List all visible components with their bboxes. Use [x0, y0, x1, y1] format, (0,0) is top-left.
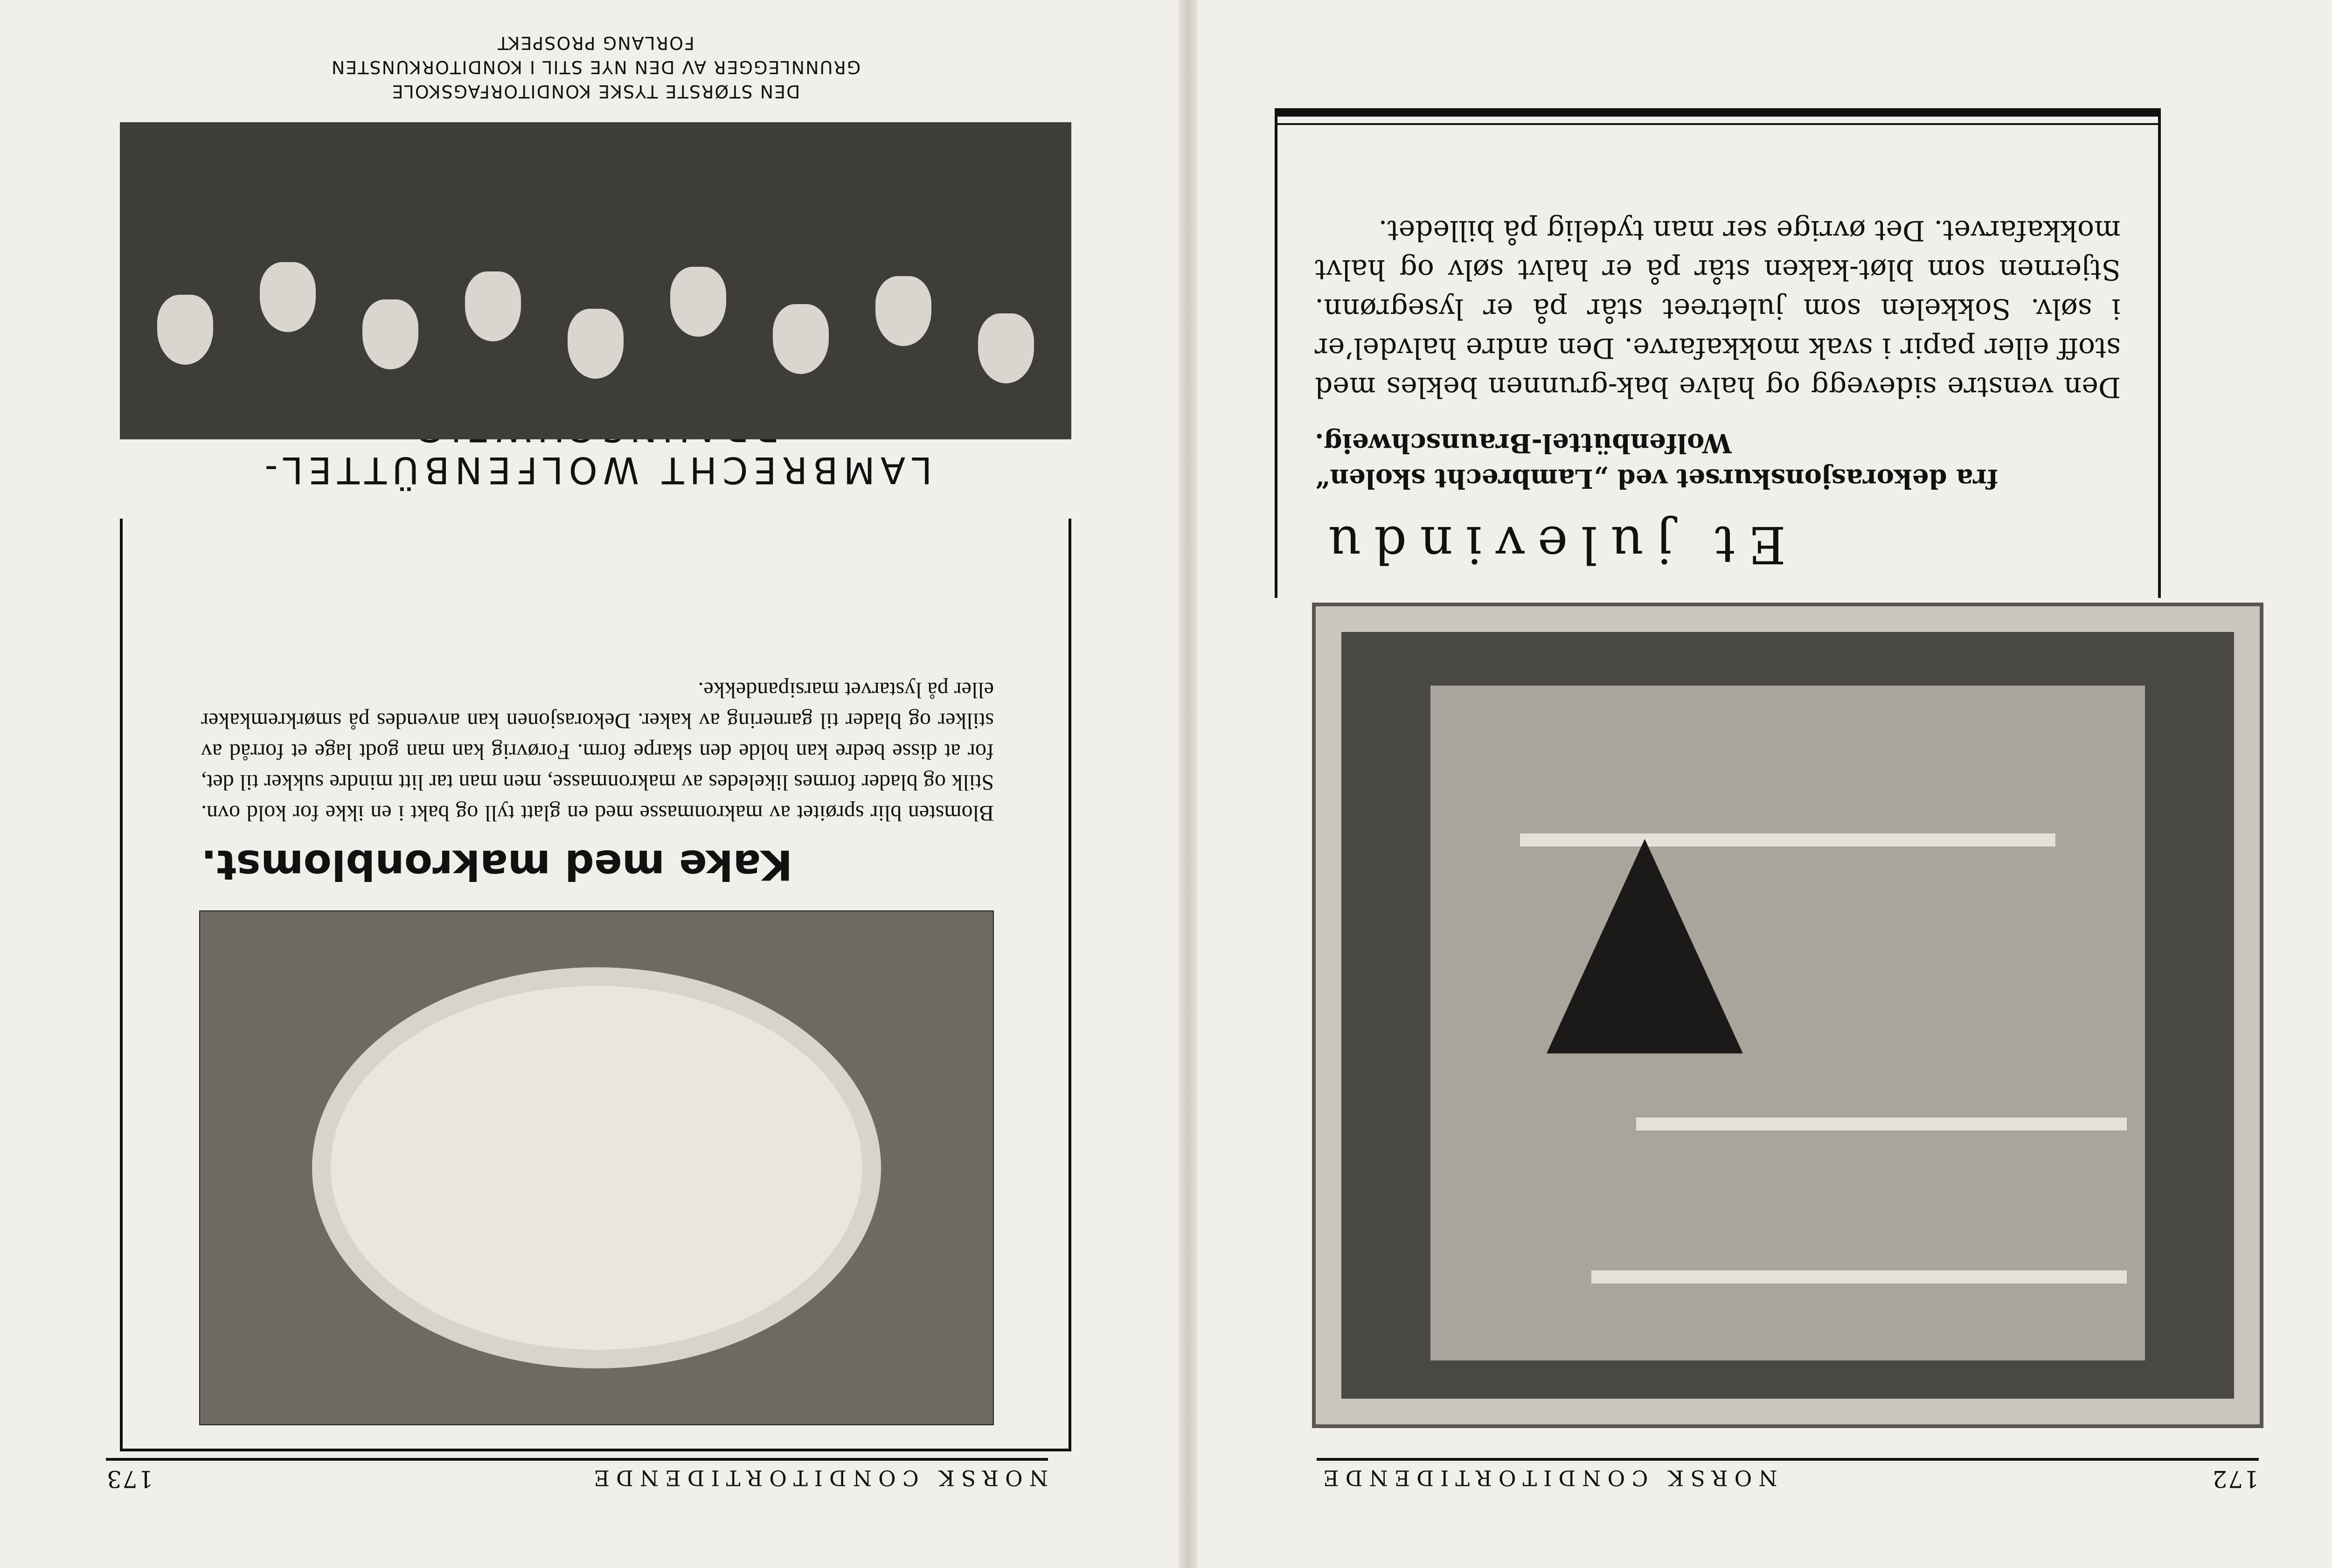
page-number: 172	[2211, 1465, 2259, 1492]
student-figure	[978, 313, 1034, 383]
page-173	[13, 0, 1179, 1568]
student-figure	[465, 271, 521, 341]
page-number: 173	[106, 1465, 153, 1492]
school-caption	[120, 31, 1071, 104]
article-text	[1277, 211, 2158, 598]
page-172	[1209, 0, 2332, 1568]
caption-line: FORLANG PROSPEKT	[497, 33, 694, 53]
school-name: LAMBRECHT WOLFENBÜTTEL-	[259, 449, 932, 491]
student-figure	[157, 295, 213, 365]
student-figure	[260, 262, 316, 332]
article-text-box	[1275, 108, 2161, 598]
caption-line: GRUNNLEGGER AV DEN NYE STIL I KONDITORKUNSTEN	[330, 57, 861, 77]
page-gutter	[1179, 0, 1197, 1568]
page-header	[106, 1458, 1048, 1498]
cake-plate	[312, 967, 881, 1368]
cake-photo	[199, 910, 994, 1425]
shelf	[1591, 1270, 2127, 1284]
cake-title: Kake med makronblomst.	[201, 841, 793, 889]
student-figure	[875, 276, 931, 346]
article-title: Et julevindu	[1315, 515, 1786, 575]
caption-line: DEN STØRSTE TYSKE KONDITORFAGSKOLE	[391, 81, 800, 102]
cake-text: Blomsten blir sprøitet av makronmasse med en glatt tyll og bakt i en ikke for kold ovn. Stilk og blader formes likeledes av makronmasse, men man tar litt mindre sukker til det, for at disse bedre kan holde den skarpe form. Forøvrig kan man godt lage et forråd av stilker og blader til garnering av kaker. Dekorasjonen kan anvendes på smørkremkaker eller på lystarvet marsipandekke.	[201, 678, 994, 826]
window-backdrop	[1430, 686, 2145, 1360]
christmas-window-photo	[1312, 603, 2263, 1428]
student-figure	[362, 299, 418, 369]
student-figure	[568, 309, 624, 379]
cake-article-box	[120, 519, 1071, 1451]
article-body: Den venstre sidevegg og halve bak-grunnen bekles med stoff eller papir i svak mokkafarve. Den andre halvdel’er i sølv. Sokkelen som juletreet står på er lysegrønn. Stjernen som bløt-kaken står på er halvt sølv og halvt mokkafarvet. Det øvrige ser man tydelig på billedet.	[1315, 214, 2121, 403]
running-title: NORSK CONDITORTIDENDE	[1317, 1465, 1777, 1491]
running-title: NORSK CONDITORTIDENDE	[587, 1465, 1048, 1491]
shelf	[1520, 833, 2055, 846]
school-group-photo	[120, 122, 1071, 439]
student-figure	[670, 267, 726, 337]
shelf	[1636, 1117, 2127, 1131]
page-header	[1317, 1458, 2259, 1498]
photo-content	[1341, 632, 2234, 1399]
student-figure	[773, 304, 829, 374]
article-subtitle: fra dekorasjonskurset ved „Lambrecht skolen“ Wolfenbüttel-Braunschweig.	[1315, 428, 1998, 494]
